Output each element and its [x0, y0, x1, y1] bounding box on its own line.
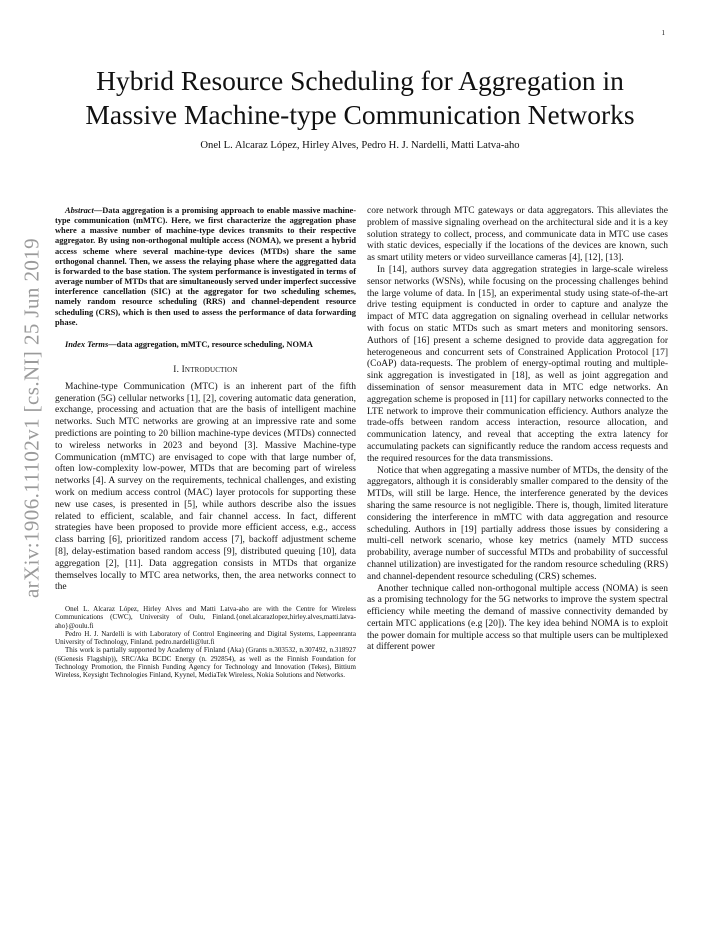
intro-paragraph-1: Machine-type Communication (MTC) is an inherent part of the fifth generation (5G) cellular networks [1], [2], covering automatic data generation, exchange, processing and actuation that are the basis of intelligent machine networks. Such MTC networks are growing at an impressive rate and some predictions are pointing to 20 billion machine-type devices (MTDs) connected to wireless networks in 2023 and beyond [3]. Massive Machine-type Communication (mMTC) are envisaged to cope with that large number of, often low-complexity low-power, MTDs that are becoming part of wireless networks [4]. A survey on the requirements, technical challenges, and existing work on medium access control (MAC) layer protocols for supporting these new use cases, is presented in [5], while authors describe also the issues related to efficient, scalable, and fair channel access. In fact, different strategies have been proposed to provide more efficient access, e.g., access class barring [6], prioritized random access [7], backoff adjustment scheme [8], delay-estimation based random access [9], distributed queuing [10], data aggregation [2], [11]. Data aggregation consists in MTDs that organize themselves locally to MTC area networks, then, the area networks connect to the	[55, 381, 356, 593]
intro-paragraph-4: Notice that when aggregating a massive number of MTDs, the density of the aggregators, although it is considerably smaller compared to the density of the MTDs, will still be large. Hence, the interference generated by the devices sharing the same resource is not negligible. There is, though, limited literature considering the interference in mMTC with data aggregation and resource scheduling. Authors in [19] partially address those issues by considering a multi-cell network scenario, whose key metrics (namely MTD success probability, average number of successful MTDs and probability of successful channel utilization) are investigated for the random resource scheduling (RRS) and channel-dependent resource scheduling (CRS) schemes.	[367, 465, 668, 582]
author-list: Onel L. Alcaraz López, Hirley Alves, Pedro H. J. Nardelli, Matti Latva-aho	[200, 140, 520, 151]
footnote-funding: This work is partially supported by Academy of Finland (Aka) (Grants n.303532, n.307492, n.318927 (6Genesis Flagship)), SRC/Aka BCDC Energy (n. 292854), as well as the Finnish Foundation for Technology Promotion, the Finnish Funding Agency for Technology and Innovation (Tekes), Bittium Wireless, Keysight Technologies Finland, Kyynel, MediaTek Wireless, Nokia Solutions and Networks.	[55, 646, 356, 680]
abstract-label: Abstract	[65, 206, 94, 215]
abstract	[55, 206, 356, 328]
page-number: 1	[661, 29, 665, 37]
intro-paragraph-5: Another technique called non-orthogonal multiple access (NOMA) is seen as a promising technology for the 5G networks to improve the system spectral efficiency while meeting the demand of massive connectivity demanded by certain MTC applications (e.g [20]). The key idea behind NOMA is to exploit the power domain for multiple access so that multiple users can be multiplexed at different power	[367, 583, 668, 653]
section-numeral: I.	[173, 365, 180, 376]
abstract-text: —Data aggregation is a promising approach to enable massive machine-type communication (mMTC). Here, we first characterize the aggregation phase where a massive number of machine-type devices transmits to their respective aggregator. By using non-orthogonal multiple access (NOMA), we present a hybrid access scheme where several machine-type devices (MTDs) share the same orthogonal channel. Then, we assess the relaying phase where the aggregatted data is forwarded to the base station. The system performance is investigated in terms of average number of MTDs that are simultaneously served under imperfect successive interference cancellation (SIC) at the aggregator for two scheduling schemes, namely random resource scheduling (RRS) and channel-dependent resource scheduling (CRS), which is then used to assess the performance of data forwarding phase.	[55, 206, 356, 327]
paper-title	[60, 64, 660, 132]
intro-paragraph-2: core network through MTC gateways or data aggregators. This alleviates the problem of massive signaling overhead on the architectural side and it is a key solution strategy to collect, process, and communicate data in MTC use cases with static devices, especially if the locations of the devices are known, such as smart utility meters or video surveillance cameras [4], [12], [13].	[367, 206, 668, 264]
title-line-1: Hybrid Resource Scheduling for Aggregation in	[96, 65, 624, 96]
index-terms-text: —data aggregation, mMTC, resource scheduling, NOMA	[108, 339, 313, 349]
section-title: Introduction	[181, 365, 238, 376]
index-terms-label: Index Terms	[65, 339, 109, 349]
left-column	[55, 206, 356, 679]
arxiv-sidebar-stamp	[2, 0, 62, 932]
title-line-2: Massive Machine-type Communication Networks	[85, 99, 635, 130]
arxiv-identifier: arXiv:1906.11102v1 [cs.NI] 25 Jun 2019	[19, 237, 44, 599]
footnotes	[55, 605, 356, 679]
footnote-affiliation-lut: Pedro H. J. Nardelli is with Laboratory of Control Engineering and Digital Systems, Lappeenranta University of Technology, Finland. pedro.nardelli@lut.fi	[55, 629, 356, 647]
right-column	[367, 206, 668, 654]
intro-paragraph-3: In [14], authors survey data aggregation strategies in large-scale wireless sensor networks (WSNs), while focusing on the processing challenges behind the large volume of data. In [15], an experimental study using state-of-the-art drive testing equipment is conducted in order to capture and analyze the impact of MTC data aggregation on signaling overhead in cellular networks with focus on static MTDs such as smart meters and monitoring sensors. Authors of [16] present a scheme designed to provide data aggregation for heterogeneous and concurrent sets of Constrained Application Protocol [17] (CoAP) data-requests. The problem of energy-optimal routing and multiple-sink aggregation is investigated in [18], as well as joint aggregation and dissemination of sensor measurement data in MTC edge networks. An aggregation scheme is proposed in [11] for capillary networks connected to the LTE network to improve their communication efficiency. Authors analyze the trade-offs between random access interaction, resource allocation, and communication latency, and reveal that accepting the extra latency for accumulating packets can significantly reduce the random access requests and the required resources for the data transmissions.	[367, 264, 668, 464]
index-terms	[55, 340, 356, 350]
section-heading-introduction	[55, 365, 356, 377]
footnote-affiliation-oulu: Onel L. Alcaraz López, Hirley Alves and Matti Latva-aho are with the Centre for Wireless Communications (CWC), University of Oulu, Finland.{onel.alcarazlopez,hirley.alves,matti.latva-aho}@oulu.fi	[55, 605, 356, 630]
